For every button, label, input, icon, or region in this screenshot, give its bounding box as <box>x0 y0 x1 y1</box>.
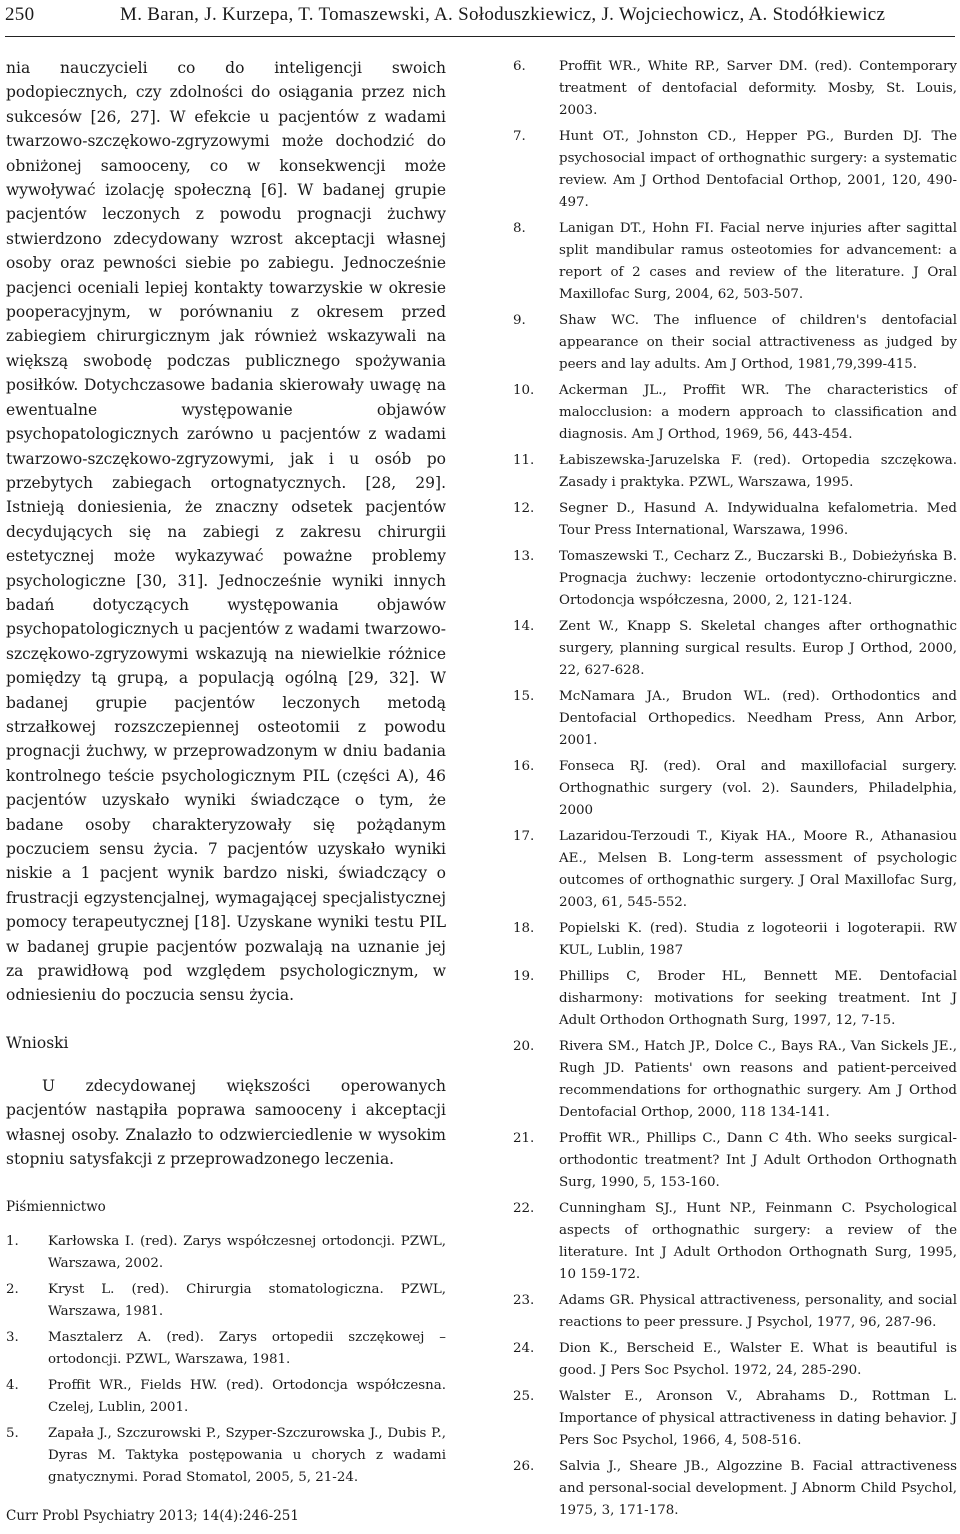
reference-text: McNamara JA., Brudon WL. (red). Orthodontics and Dentofacial Orthopedics. Needham Press, Ann Arbor, 2001. <box>559 689 957 748</box>
page-header <box>5 0 955 37</box>
reference-number: 26. <box>513 1459 535 1474</box>
left-column <box>6 56 446 1493</box>
reference-item <box>513 616 957 682</box>
reference-item <box>513 546 957 612</box>
reference-item <box>513 310 957 376</box>
reference-number: 22. <box>513 1201 535 1216</box>
reference-number: 13. <box>513 549 535 564</box>
page-number: 250 <box>5 4 35 25</box>
reference-number: 17. <box>513 829 535 844</box>
reference-number: 10. <box>513 383 535 398</box>
reference-item <box>513 1128 957 1194</box>
reference-number: 14. <box>513 619 535 634</box>
right-column <box>513 56 957 1526</box>
reference-item <box>513 1386 957 1452</box>
reference-number: 3. <box>6 1330 19 1346</box>
reference-number: 6. <box>513 59 526 74</box>
running-head-authors: M. Baran, J. Kurzepa, T. Tomaszewski, A. Sołoduszkiewicz, J. Wojciechowicz, A. Stodółkiewicz <box>120 4 886 25</box>
reference-number: 18. <box>513 921 535 936</box>
reference-text: Hunt OT., Johnston CD., Hepper PG., Burden DJ. The psychosocial impact of orthognathic surgery: a systematic review. Am J Orthod Dentofacial Orthop, 2001, 120, 490-497. <box>559 129 957 210</box>
reference-text: Cunningham SJ., Hunt NP., Feinmann C. Psychological aspects of orthognathic surgery: a review of the literature. Int J Adult Orthodon Orthognath Surg, 1995, 10 159-172. <box>559 1201 957 1282</box>
reference-number: 4. <box>6 1378 19 1394</box>
reference-number: 20. <box>513 1039 535 1054</box>
reference-number: 24. <box>513 1341 535 1356</box>
reference-text: Popielski K. (red). Studia z logoteorii i logoterapii. RW KUL, Lublin, 1987 <box>559 921 957 958</box>
journal-footer: Curr Probl Psychiatry 2013; 14(4):246-251 <box>6 1508 299 1524</box>
reference-number: 1. <box>6 1234 19 1250</box>
reference-item <box>513 380 957 446</box>
reference-number: 2. <box>6 1282 19 1298</box>
reference-item <box>513 1290 957 1334</box>
reference-text: Kryst L. (red). Chirurgia stomatologiczna. PZWL, Warszawa, 1981. <box>48 1282 446 1320</box>
reference-number: 9. <box>513 313 526 328</box>
reference-text: Zapała J., Szczurowski P., Szyper-Szczurowska J., Dubis P., Dyras M. Taktyka postępowania u chorych z wadami gnatycznymi. Porad Stomatol, 2005, 5, 21-24. <box>48 1426 446 1486</box>
reference-text: Łabiszewska-Jaruzelska F. (red). Ortopedia szczękowa. Zasady i praktyka. PZWL, Warszawa, 1995. <box>559 453 957 490</box>
references-list-right <box>513 56 957 1522</box>
reference-text: Walster E., Aronson V., Abrahams D., Rottman L. Importance of physical attractiveness in dating behavior. J Pers Soc Psychol, 1966, 4, 508-516. <box>559 1389 957 1448</box>
reference-number: 15. <box>513 689 535 704</box>
reference-item <box>513 1198 957 1286</box>
reference-number: 12. <box>513 501 535 516</box>
reference-text: Lanigan DT., Hohn FI. Facial nerve injuries after sagittal split mandibular ramus osteotomies for advancement: a report of 2 cases and review of the literature. J Oral Maxillofac Surg, 2004, 62, 503-507. <box>559 221 957 302</box>
reference-text: Ackerman JL., Proffit WR. The characteristics of malocclusion: a modern approach to classification and diagnosis. Am J Orthod, 1969, 56, 443-454. <box>559 383 957 442</box>
reference-number: 19. <box>513 969 535 984</box>
references-list-left <box>6 1231 446 1489</box>
reference-number: 25. <box>513 1389 535 1404</box>
reference-text: Zent W., Knapp S. Skeletal changes after orthognathic surgery, planning surgical results. Europ J Orthod, 2000, 22, 627-628. <box>559 619 957 678</box>
conclusions-heading: Wnioski <box>6 1033 69 1052</box>
reference-text: Shaw WC. The influence of children's dentofacial appearance on their social attractiveness as judged by peers and lay adults. Am J Orthod, 1981,79,399-415. <box>559 313 957 372</box>
reference-text: Dion K., Berscheid E., Walster E. What is beautiful is good. J Pers Soc Psychol. 1972, 24, 285-290. <box>559 1341 957 1378</box>
reference-number: 23. <box>513 1293 535 1308</box>
reference-text: Proffit WR., Phillips C., Dann C 4th. Who seeks surgical-orthodontic treatment? Int J Adult Orthodon Orthognath Surg, 1990, 5, 153-160. <box>559 1131 957 1190</box>
reference-item <box>513 826 957 914</box>
reference-item <box>513 450 957 494</box>
reference-text: Tomaszewski T., Cecharz Z., Buczarski B., Dobieżyńska B. Prognacja żuchwy: leczenie ortodontyczno-chirurgiczne. Ortodoncja współczesna, 2000, 2, 121-124. <box>559 549 957 608</box>
reference-item <box>513 126 957 214</box>
reference-number: 11. <box>513 453 535 468</box>
reference-text: Masztalerz A. (red). Zarys ortopedii szczękowej – ortodoncji. PZWL, Warszawa, 1981. <box>48 1330 446 1368</box>
reference-text: Fonseca RJ. (red). Oral and maxillofacial surgery. Orthognathic surgery (vol. 2). Saunders, Philadelphia, 2000 <box>559 759 957 818</box>
reference-text: Salvia J., Sheare JB., Algozzine B. Facial attractiveness and personal-social development. J Abnorm Child Psychol, 1975, 3, 171-178. <box>559 1459 957 1518</box>
reference-text: Phillips C, Broder HL, Bennett ME. Dentofacial disharmony: motivations for seeking treatment. Int J Adult Orthodon Orthognath Surg, 1997, 12, 7-15. <box>559 969 957 1028</box>
reference-text: Segner D., Hasund A. Indywidualna kefalometria. Med Tour Press International, Warszawa, 1996. <box>559 501 957 538</box>
reference-item <box>513 756 957 822</box>
reference-item <box>513 1338 957 1382</box>
body-paragraph: nia nauczycieli co do inteligencji swoich podopiecznych, czy zdolności do osiągania przez nich sukcesów [26, 27]. W efekcie u pacjentów z wadami twarzowo-szczękowo-zgryzowymi może dochodzić do obniżonej samooceny, co w konsekwencji może wywoływać izolację społeczną [6]. W badanej grupie pacjentów leczonych z powodu prognacji żuchwy stwierdzono zdecydowany wzrost akceptacji własnej osoby oraz pewności siebie po zabiegu. Jednocześnie pacjenci oceniali lepiej kontakty towarzyskie w okresie pooperacyjnym, w porównaniu z okresem przed zabiegiem chirurgicznym jak również wskazywali na większą swobodę podczas publicznego spożywania posiłków. Dotychczasowe badania skierowały uwagę na ewentualne występowanie objawów psychopatologicznych zarówno u pacjentów z wadami twarzowo-szczękowo-zgryzowymi, jak i u osób po przebytych zabiegach ortognatycznych. [28, 29]. Istnieją doniesienia, że znaczny odsetek pacjentów decydujących się na zabiegi z zakresu chirurgii estetycznej może wykazywać poważne problemy psychologiczne [30, 31]. Jednocześnie wyniki innych badań dotyczących występowania objawów psychopatologicznych u pacjentów z wadami twarzowo-szczękowo-zgryzowymi wskazują na niewielkie różnice pomiędzy tą grupą, a populacją ogólną [29, 32]. W badanej grupie pacjentów leczonych metodą strzałkowej rozszczepiennej osteotomii z powodu prognacji żuchwy, w przeprowadzonym w dniu badania kontrolnego teście psychologicznym PIL (części A), 46 pacjentów uzyskało wyniki świadczące o tym, że badane osoby charakteryzowały się pożądanym poczuciem sensu życia. 7 pacjentów uzyskało wyniki niskie a 1 pacjent wynik bardzo niski, świadczący o frustracji egzystencjalnej, wymagającej specjalistycznej pomocy terapeutycznej [18]. Uzyskane wyniki testu PIL w badanej grupie pacjentów pozwalają na uznanie jej za prawidłową pod względem psychologicznym, w odniesieniu do poczucia sensu życia. <box>6 59 446 1005</box>
reference-number: 8. <box>513 221 526 236</box>
reference-text: Proffit WR., Fields HW. (red). Ortodoncja współczesna. Czelej, Lublin, 2001. <box>48 1378 446 1416</box>
reference-text: Rivera SM., Hatch JP., Dolce C., Bays RA., Van Sickels JE., Rugh JD. Patients' own reasons and patient-perceived recommendations for orthognathic surgery. Am J Orthod Dentofacial Orthop, 2000, 118 134-141. <box>559 1039 957 1120</box>
reference-number: 7. <box>513 129 526 144</box>
conclusions-text: U zdecydowanej większości operowanych pacjentów nastąpiła poprawa samooceny i akceptacji własnej osoby. Znalazło to odzwierciedlenie w wysokim stopniu satysfakcji z przeprowadzonego leczenia. <box>6 1076 446 1169</box>
reference-item <box>513 498 957 542</box>
reference-item <box>513 56 957 122</box>
reference-item <box>6 1231 446 1275</box>
reference-item <box>513 218 957 306</box>
reference-item <box>6 1279 446 1323</box>
reference-item <box>513 1456 957 1522</box>
reference-text: Karłowska I. (red). Zarys współczesnej ortodoncji. PZWL, Warszawa, 2002. <box>48 1234 446 1272</box>
references-heading: Piśmiennictwo <box>6 1199 106 1216</box>
reference-item <box>513 966 957 1032</box>
reference-text: Adams GR. Physical attractiveness, personality, and social reactions to peer pressure. J Psychol, 1977, 96, 287-96. <box>559 1293 957 1330</box>
reference-item <box>6 1423 446 1489</box>
reference-item <box>6 1327 446 1371</box>
reference-item <box>6 1375 446 1419</box>
reference-text: Lazaridou-Terzoudi T., Kiyak HA., Moore R., Athanasiou AE., Melsen B. Long-term assessment of psychologic outcomes of orthognathic surgery. J Oral Maxillofac Surg, 2003, 61, 545-552. <box>559 829 957 910</box>
reference-item <box>513 1036 957 1124</box>
reference-item <box>513 686 957 752</box>
reference-number: 5. <box>6 1426 19 1442</box>
reference-text: Proffit WR., White RP., Sarver DM. (red). Contemporary treatment of dentofacial deformity. Mosby, St. Louis, 2003. <box>559 59 957 118</box>
reference-item <box>513 918 957 962</box>
reference-number: 21. <box>513 1131 535 1146</box>
reference-number: 16. <box>513 759 535 774</box>
